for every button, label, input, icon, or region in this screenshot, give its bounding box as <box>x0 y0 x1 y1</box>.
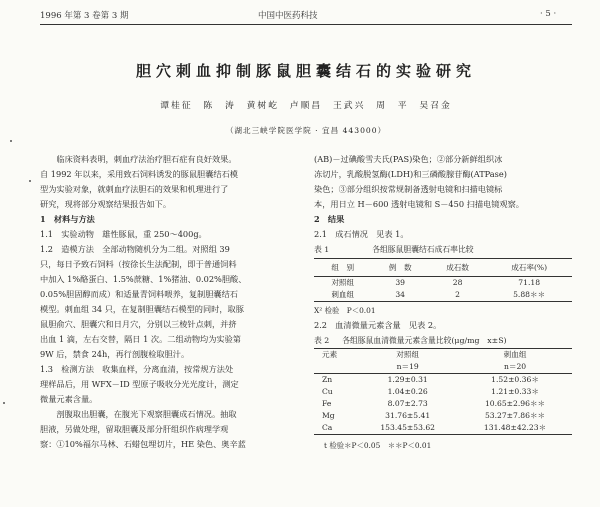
body-text-line: 研究，现将部分观察结果报告如下。 <box>40 199 172 209</box>
table2-cell: 131.48±42.23＊ <box>458 422 572 435</box>
header-journal: 中国中医药科技 <box>258 11 318 21</box>
body-text-line: 自 1992 年以来，采用致石饲料诱发的豚鼠胆囊结石模 <box>40 169 238 179</box>
body-text-line: 型为实验对象，就刺血疗法胆石的效果和机理进行了 <box>40 184 229 194</box>
table1-cell: 5.88＊＊ <box>486 289 572 302</box>
table2-cell: Zn <box>322 375 333 384</box>
table2-header-row <box>314 349 572 362</box>
table2-cell: 53.27±7.86＊＊ <box>484 411 546 420</box>
table1-title: 各组豚鼠胆囊结石成石率比较 <box>372 245 474 254</box>
table2-note: t 检验＊P＜0.05 ＊＊P＜0.01 <box>324 441 432 450</box>
article-title: 胆穴刺血抑制豚鼠胆囊结石的实验研究 <box>135 62 476 80</box>
scan-speck <box>29 180 31 182</box>
results-2-1: 2.1 成石情况 见表 1。 <box>314 229 409 239</box>
right-column <box>314 152 572 453</box>
body-text-line: 本，用日立 H－600 透射电镜和 S－450 扫描电镜观察。 <box>314 199 524 209</box>
table1-row <box>314 277 572 290</box>
table2-subheader-cell: n＝20 <box>458 361 572 374</box>
table1-cell: 对照组 <box>331 278 355 287</box>
table2-header-cell: 对照组 <box>357 349 458 362</box>
body-text-line: 染色；③部分组织按常规制备透射电镜和扫描电镜标 <box>314 184 503 194</box>
table1 <box>314 258 572 302</box>
body-text-line: 1.1 实验动物 雄性豚鼠，重 250～400g。 <box>40 229 207 239</box>
header-page-number: · 5 · <box>540 9 557 19</box>
scan-speck <box>3 402 5 404</box>
table1-cell: 2 <box>429 289 486 302</box>
table1-header-cell: 成石数 <box>429 259 486 277</box>
body-text-line: 只，每日予致石饲料（按徐长生法配制，即于普通饲料 <box>40 259 237 269</box>
table2-cell: 31.76±5.41 <box>385 411 431 420</box>
body-text-line: 1.3 检测方法 收集血样，分离血清，按常规方法处 <box>40 364 234 374</box>
body-text-line: 1.2 造模方法 全部动物随机分为二组。对照组 39 <box>40 244 230 254</box>
table2-row <box>314 422 572 435</box>
body-text-line: 出血 1 滴，左右交替，隔日 1 次。二组动物均为实验第 <box>40 334 241 344</box>
article-affiliation: （湖北三峡学院医学院 · 宜昌 443000） <box>225 126 387 135</box>
table1-cell: 34 <box>371 289 428 302</box>
table1-caption <box>314 242 572 257</box>
body-text-line: 临床资料表明，刺血疗法治疗胆石症有良好效果。 <box>40 154 237 164</box>
table2-cell: 1.21±0.33＊ <box>491 387 539 396</box>
table1-row <box>314 289 572 302</box>
table2-cell: 1.04±0.26 <box>387 387 428 396</box>
table2-subheader-cell: n＝19 <box>357 361 458 374</box>
table2-caption <box>314 333 572 348</box>
table1-cell: 71.18 <box>518 278 541 287</box>
table2-cell: Mg <box>322 411 335 420</box>
table1-header-row <box>314 259 572 277</box>
table2-cell: 1.52±0.36＊ <box>491 375 539 384</box>
table2-cell: 10.65±2.96＊＊ <box>484 399 546 408</box>
results-heading: 2 结果 <box>314 214 345 224</box>
header-rule <box>40 24 572 25</box>
table2-label: 表 2 <box>314 336 330 345</box>
table2-row <box>314 386 572 398</box>
table2-subheader-cell <box>314 361 357 374</box>
table2-cell: 8.07±2.73 <box>387 399 428 408</box>
table2-cell: Fe <box>322 399 332 408</box>
table2-cell: Ca <box>314 422 357 435</box>
article-authors: 谭桂征 陈 涛 黄树屹 卢顺昌 王武兴 周 平 吴召金 <box>160 101 452 111</box>
body-text-line: 9W 后，禁食 24h，再行剖腹检取胆汁。 <box>40 349 190 359</box>
table2-row <box>314 398 572 410</box>
left-column <box>40 152 302 452</box>
table2-cell: Cu <box>322 387 333 396</box>
body-text-line: 0.05%胆固醇而成）和适量青饲料喂养，复制胆囊结石 <box>40 289 238 299</box>
body-text-line: 剖腹取出胆囊，在腹光下观察胆囊成石情况。抽取 <box>40 409 237 419</box>
right-column-methods-continued <box>314 152 572 212</box>
body-text-line: (AB)－过碘酸雪夫氏(PAS)染色；②部分新鲜组织冰 <box>314 154 503 164</box>
table2-row <box>314 374 572 387</box>
table1-note: X² 检验 P＜0.01 <box>314 306 376 315</box>
body-text-line: 微量元素含量。 <box>40 394 98 404</box>
table2 <box>314 348 572 435</box>
body-text-line: 中加入 1%酪蛋白、1.5%蔗糖、1%猪油、0.02%胆酸、 <box>40 274 247 284</box>
body-text-line: 理样品后，用 WFX－ID 型原子吸收分光光度计，测定 <box>40 379 239 389</box>
body-text-line: 察：①10%福尔马林、石蜡包埋切片，HE 染色、奥辛蓝 <box>40 439 246 449</box>
body-text-line: 胆液，另做处理，留取胆囊及部分肝组织作病理学观 <box>40 424 229 434</box>
section-heading: 1 材料与方法 <box>40 214 95 224</box>
table1-cell: 28 <box>452 278 463 287</box>
header-issue: 1996 年第 3 卷第 3 期 <box>40 11 129 21</box>
table2-row <box>314 410 572 422</box>
table2-header-cell: 刺血组 <box>458 349 572 362</box>
table2-title: 各组豚鼠血清微量元素含量比较(μg/mg x±S) <box>342 336 507 345</box>
table2-cell: 153.45±53.62 <box>357 422 458 435</box>
body-text-line: 鼠胆俞穴、胆囊穴和日月穴，分别以三棱针点刺，并挤 <box>40 319 237 329</box>
table1-cell: 刺血组 <box>314 289 371 302</box>
table1-header-cell: 成石率(%) <box>486 259 572 277</box>
body-text-line: 冻切片，乳酸脱氢酶(LDH)和三磷酸腺苷酶(ATPase) <box>314 169 507 179</box>
table1-label: 表 1 <box>314 245 330 254</box>
table1-cell: 39 <box>395 278 405 287</box>
table2-header-cell: 元素 <box>314 349 357 362</box>
scan-speck <box>10 140 12 142</box>
table1-header-cell: 组 别 <box>314 259 371 277</box>
table2-subheader-row <box>314 361 572 374</box>
table2-cell: 1.29±0.31 <box>387 375 428 384</box>
table1-header-cell: 例 数 <box>371 259 428 277</box>
results-2-2: 2.2 血清微量元素含量 见表 2。 <box>314 320 442 330</box>
body-text-line: 模型。刺血组 34 只，在复制胆囊结石模型的同时，取豚 <box>40 304 244 314</box>
